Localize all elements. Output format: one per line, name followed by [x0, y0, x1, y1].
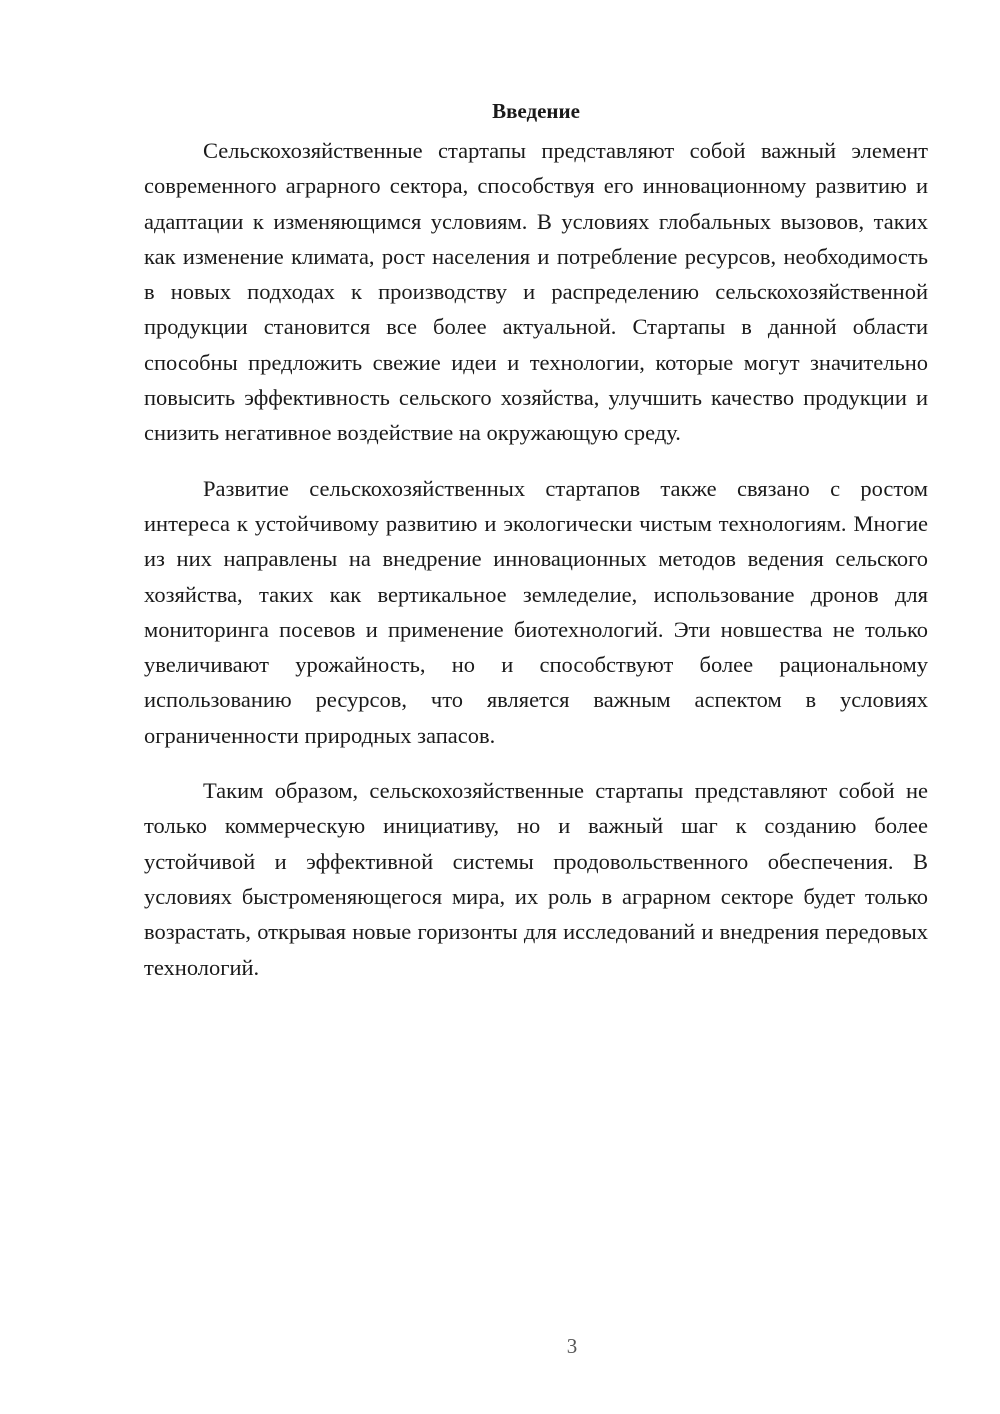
page-content — [144, 96, 928, 1005]
paragraph-3: Таким образом, сельскохозяйственные стартапы представляют собой не только коммерческую инициативу, но и важный шаг к созданию более устойчивой и эффективной системы продовольственного обеспечения. В условиях быстроменяющегося мира, их роль в аграрном секторе будет только возрастать, открывая новые горизонты для исследований и внедрения передовых технологий. — [144, 778, 928, 980]
paragraph-1: Сельскохозяйственные стартапы представляют собой важный элемент современного аграрного сектора, способствуя его инновационному развитию и адаптации к изменяющимся условиям. В условиях глобальных вызовов, таких как изменение климата, рост населения и потребление ресурсов, необходимость в новых подходах к производству и распределению сельскохозяйственной продукции становится все более актуальной. Стартапы в данной области способны предложить свежие идеи и технологии, которые могут значительно повысить эффективность сельского хозяйства, улучшить качество продукции и снизить негативное воздействие на окружающую среду. — [144, 138, 928, 446]
page-number: 3 — [566, 1334, 578, 1358]
paragraph-2: Развитие сельскохозяйственных стартапов также связано с ростом интереса к устойчивому развитию и экологически чистым технологиям. Многие из них направлены на внедрение инновационных методов ведения сельского хозяйства, таких как вертикальное земледелие, использование дронов для мониторинга посевов и применение биотехнологий. Эти новшества не только увеличивают урожайность, но и способствуют более рациональному использованию ресурсов, что является важным аспектом в условиях ограниченности природных запасов. — [144, 475, 928, 748]
section-title: Введение — [492, 99, 580, 123]
